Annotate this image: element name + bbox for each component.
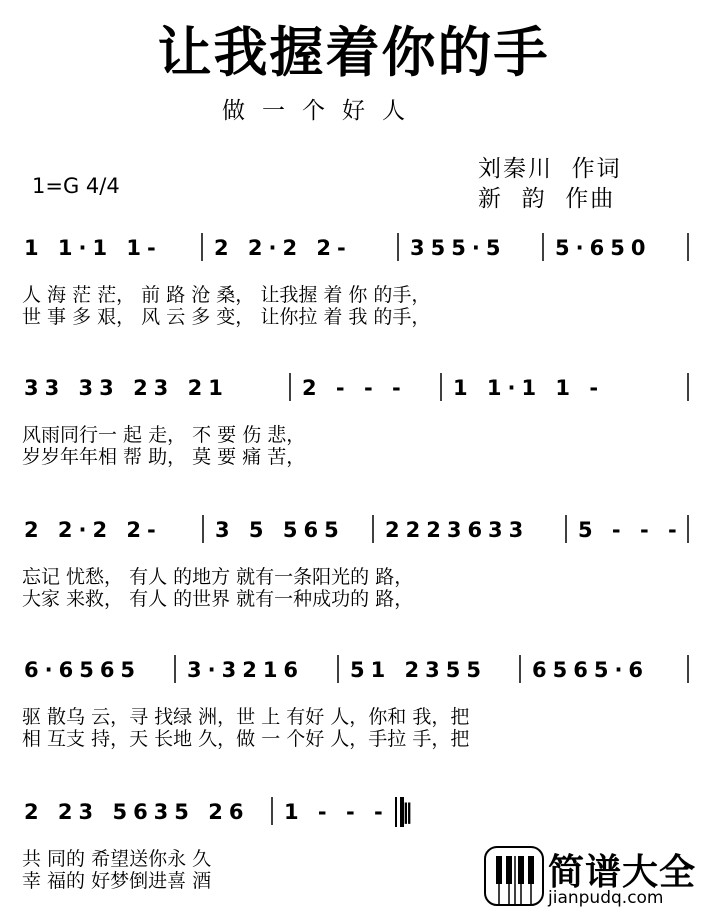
composer-credit: 新 韵 作曲 bbox=[478, 186, 616, 212]
lyric-verse-2: 相 互支 持，天 长地 久，做 一 个好 人，手拉 手，把 bbox=[22, 728, 470, 750]
lyricist-credit: 刘秦川 作词 bbox=[478, 156, 622, 182]
lyric-verse-1: 人 海 茫 茫， 前 路 沧 桑， 让我握 着 你 的手， bbox=[22, 284, 431, 306]
site-logo-name: 简谱大全 bbox=[548, 852, 697, 893]
measure-notes: 1 - - - ‖ bbox=[284, 800, 419, 824]
song-subtitle: 做一个好人 bbox=[222, 98, 422, 124]
measure-notes: 3·3216 bbox=[187, 658, 305, 682]
measure-notes: 5 - - - bbox=[578, 518, 683, 542]
lyric-verse-2: 大家 来救， 有人 的世界 就有一种成功的 路， bbox=[22, 588, 414, 610]
measure-notes: 355·5 bbox=[410, 236, 507, 260]
measure-notes: 2 2·2 2- bbox=[24, 518, 162, 542]
measure-notes: 3 5 565 bbox=[215, 518, 345, 542]
site-logo-url: jianpudq.com bbox=[548, 888, 664, 908]
measure-notes: 2 - - - bbox=[302, 376, 407, 400]
lyric-verse-1: 共 同的 希望送你永 久 bbox=[22, 848, 212, 870]
song-title: 让我握着你的手 bbox=[157, 21, 550, 84]
measure-notes: 2 23 5635 26 bbox=[24, 800, 250, 824]
measure-notes: 5·650 bbox=[555, 236, 652, 260]
key-signature: 1=G 4/4 bbox=[32, 174, 120, 198]
measure-notes: 1 1·1 1- bbox=[24, 236, 162, 260]
measure-notes: 6·6565 bbox=[24, 658, 142, 682]
piano-logo-icon bbox=[484, 846, 544, 906]
measure-notes: 2223633 bbox=[385, 518, 530, 542]
lyric-verse-1: 风雨同行一 起 走， 不 要 伤 悲， bbox=[22, 424, 306, 446]
lyric-verse-1: 驱 散乌 云，寻 找绿 洲，世 上 有好 人，你和 我，把 bbox=[22, 706, 470, 728]
measure-notes: 33 33 23 21 bbox=[24, 376, 229, 400]
lyric-verse-2: 世 事 多 艰， 风 云 多 变， 让你拉 着 我 的手， bbox=[22, 306, 431, 328]
measure-notes: 2 2·2 2- bbox=[214, 236, 352, 260]
lyric-verse-2: 幸 福的 好梦倒进喜 酒 bbox=[22, 870, 212, 892]
measure-notes: 51 2355 bbox=[350, 658, 487, 682]
measure-notes: 1 1·1 1 - bbox=[453, 376, 605, 400]
lyric-verse-2: 岁岁年年相 帮 助， 莫 要 痛 苦， bbox=[22, 446, 306, 468]
lyric-verse-1: 忘记 忧愁， 有人 的地方 就有一条阳光的 路， bbox=[22, 566, 414, 588]
measure-notes: 6565·6 bbox=[532, 658, 650, 682]
